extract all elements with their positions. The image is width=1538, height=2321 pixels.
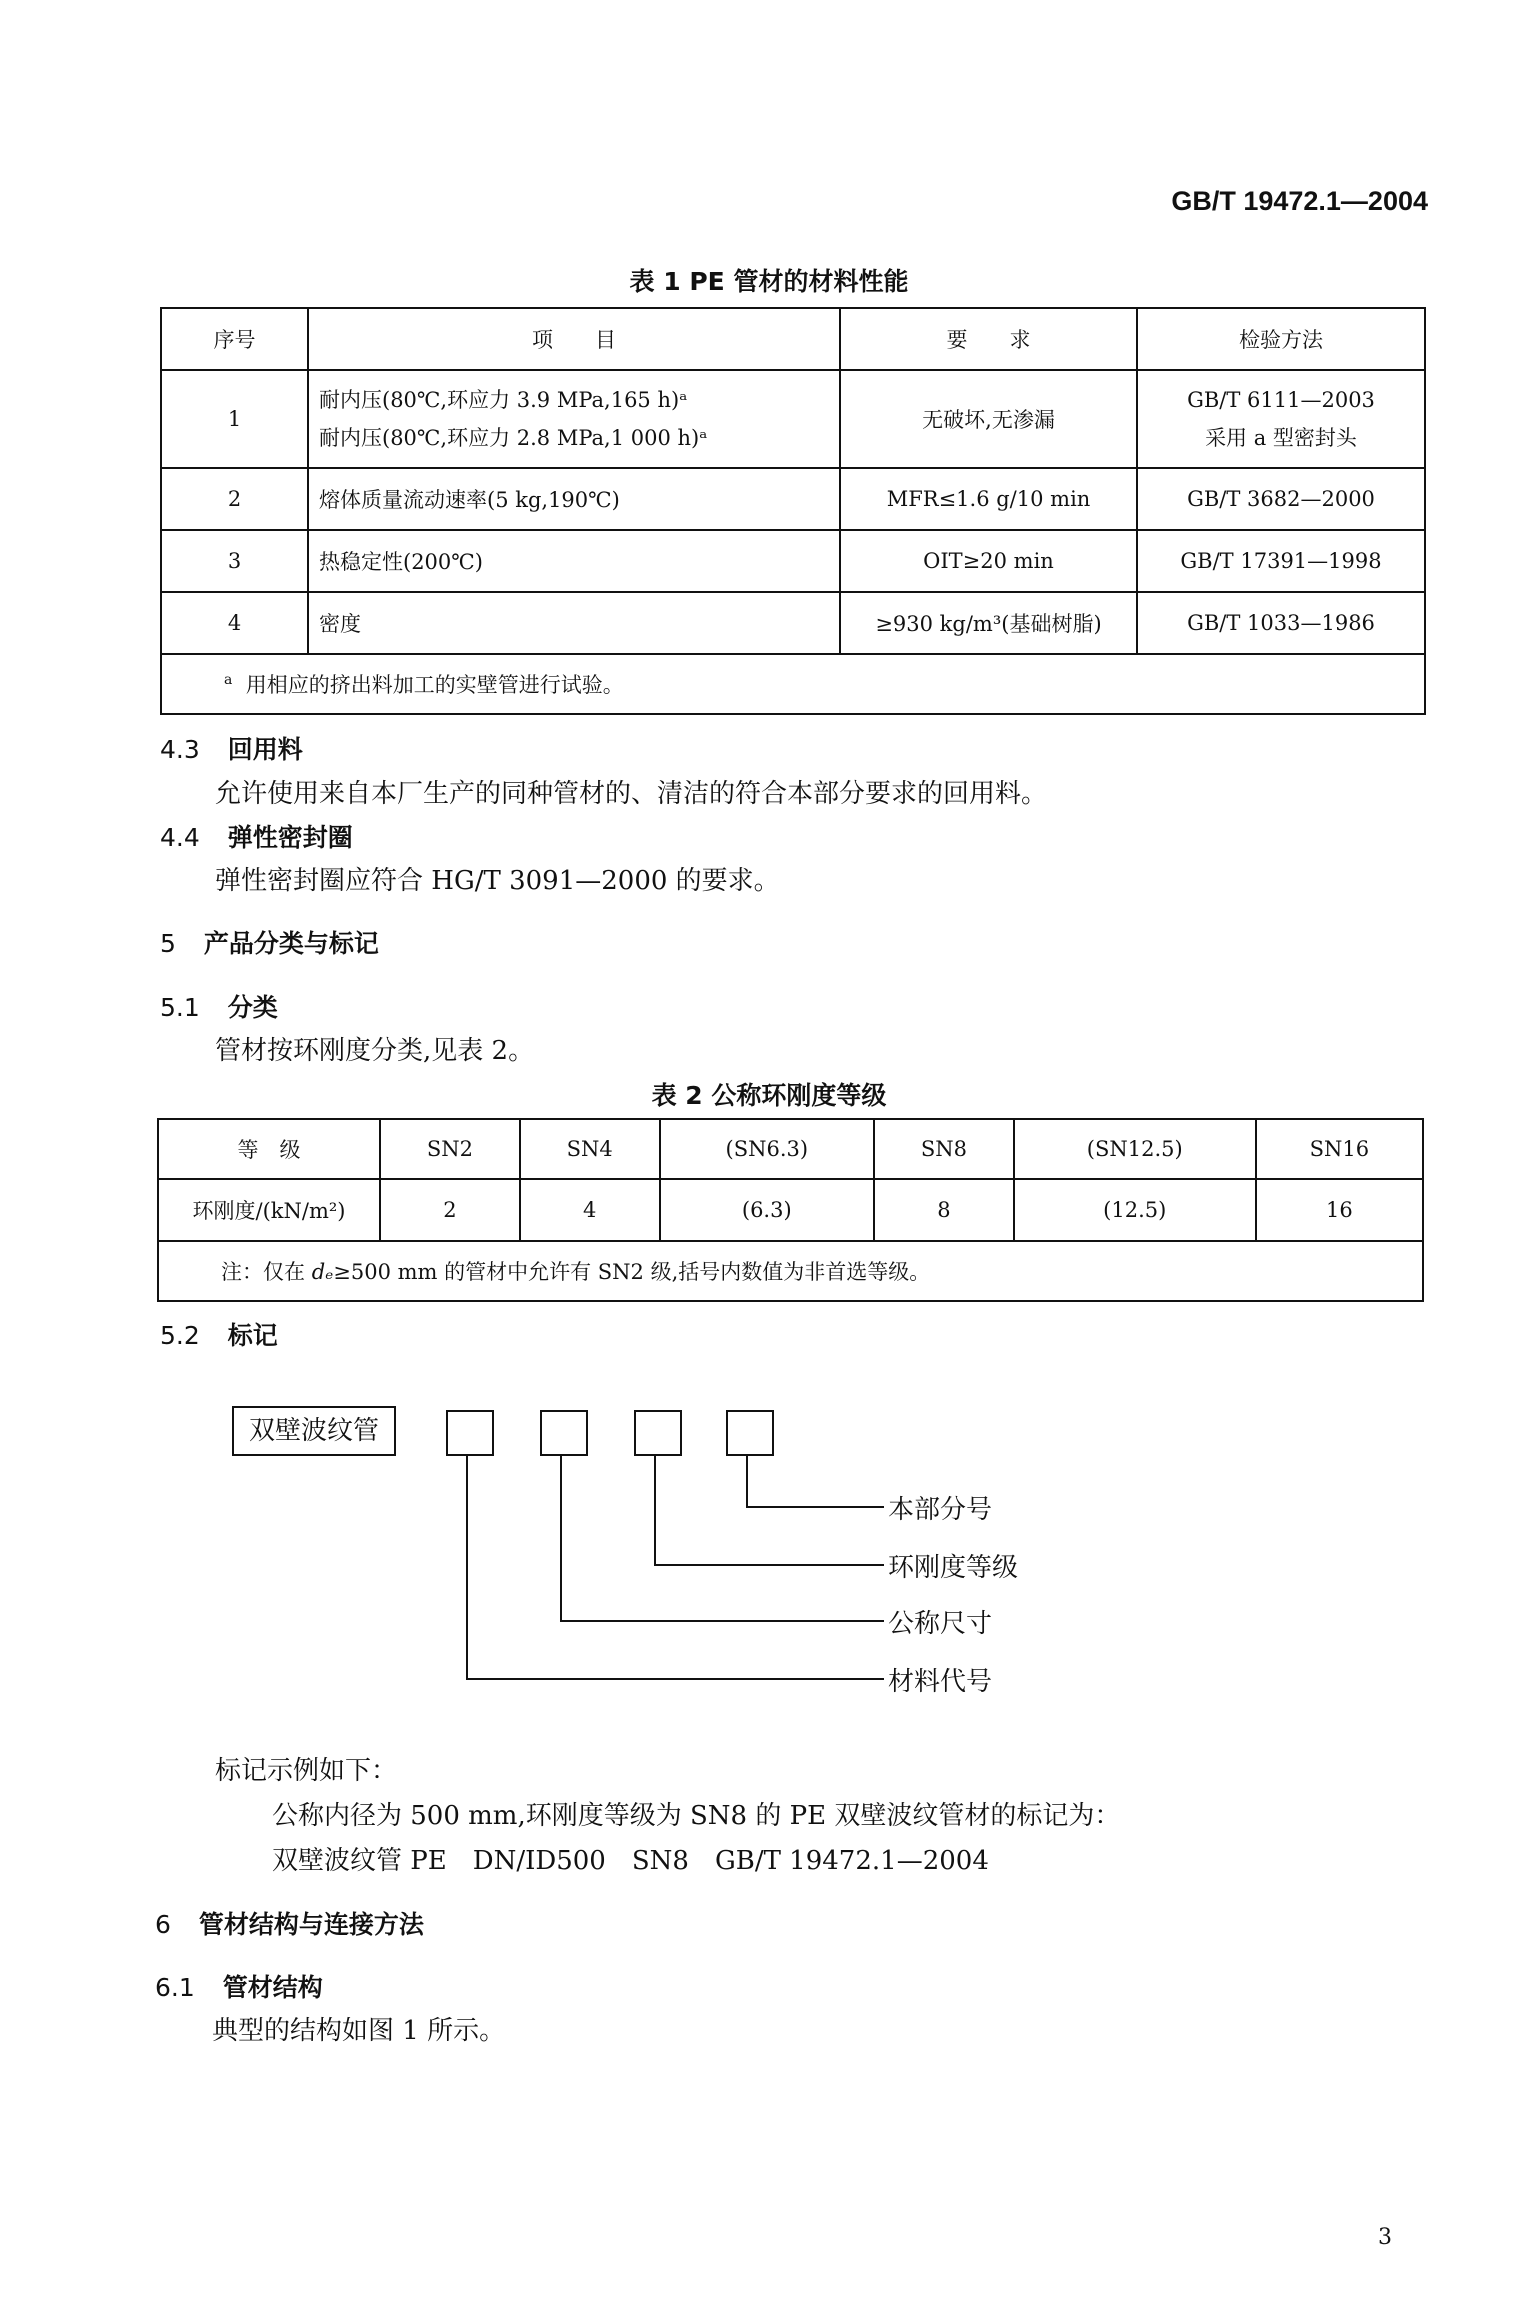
table1-cell-item: 熔体质量流动速率(5 kg,190℃) xyxy=(308,468,840,530)
table1-cell-no: 2 xyxy=(161,468,308,530)
table1-header-req: 要 求 xyxy=(840,308,1137,370)
table1-header-no: 序号 xyxy=(161,308,308,370)
marking-example-intro: 标记示例如下： xyxy=(215,1756,398,1786)
table2 xyxy=(157,1118,1424,1302)
marking-leader-line xyxy=(654,1456,656,1566)
table1-cell-item: 密度 xyxy=(308,592,840,654)
table1-cell-req: 无破坏,无渗漏 xyxy=(840,370,1137,468)
table2-cell: (12.5) xyxy=(1014,1179,1256,1241)
marking-leader-line xyxy=(560,1620,884,1622)
marking-leader-line xyxy=(466,1678,884,1680)
table1-cell-item xyxy=(308,370,840,468)
marking-leader-line xyxy=(560,1456,562,1622)
table2-note-variable: dₑ xyxy=(311,1260,334,1284)
section-5-2-heading xyxy=(160,1316,278,1352)
section-6-1-text: 典型的结构如图 1 所示。 xyxy=(212,2016,506,2046)
table1-cell-req: OIT≥20 min xyxy=(840,530,1137,592)
table2-note xyxy=(158,1241,1423,1301)
table2-cell: 4 xyxy=(520,1179,660,1241)
section-6-1-heading xyxy=(155,1968,323,2004)
section-title: 管材结构与连接方法 xyxy=(198,1910,424,1939)
table2-cell: SN8 xyxy=(874,1119,1014,1179)
table2-cell: 2 xyxy=(380,1179,520,1241)
section-number: 4.3 xyxy=(160,735,200,764)
marking-label-stiffness: 环刚度等级 xyxy=(888,1553,1019,1583)
table1-cell-method: GB/T 3682—2000 xyxy=(1137,468,1425,530)
table2-grade-row xyxy=(158,1119,1423,1179)
table2-cell-stiffness-label: 环刚度/(kN/m²) xyxy=(158,1179,380,1241)
table2-cell: (SN6.3) xyxy=(660,1119,875,1179)
table2-cell: SN4 xyxy=(520,1119,660,1179)
marking-label-nominal-size: 公称尺寸 xyxy=(888,1609,993,1639)
table1-header-item: 项 目 xyxy=(308,308,840,370)
section-4-4-heading xyxy=(160,818,353,854)
marking-leader-line xyxy=(746,1456,748,1508)
section-4-3-text: 允许使用来自本厂生产的同种管材的、清洁的符合本部分要求的回用料。 xyxy=(215,779,1048,809)
table2-cell: 16 xyxy=(1256,1179,1423,1241)
table2-cell: (6.3) xyxy=(660,1179,875,1241)
table1-footnote-text: 用相应的挤出料加工的实壁管进行试验。 xyxy=(245,673,624,697)
marking-product-box: 双壁波纹管 xyxy=(232,1406,396,1456)
section-6-heading xyxy=(155,1905,424,1941)
table1-header-method: 检验方法 xyxy=(1137,308,1425,370)
table1 xyxy=(160,307,1426,715)
table1-method-line: GB/T 6111—2003 xyxy=(1187,388,1375,412)
section-5-heading xyxy=(160,924,379,960)
table1-row xyxy=(161,530,1425,592)
table1-cell-req: MFR≤1.6 g/10 min xyxy=(840,468,1137,530)
table2-stiffness-row xyxy=(158,1179,1423,1241)
table1-footnote xyxy=(161,654,1425,714)
table2-title: 表 2 公称环刚度等级 xyxy=(651,1081,887,1110)
marking-label-part-number: 本部分号 xyxy=(888,1495,993,1525)
section-number: 5.2 xyxy=(160,1321,200,1350)
marking-label-material: 材料代号 xyxy=(888,1667,993,1697)
marking-example-line: 双壁波纹管 PE DN/ID500 SN8 GB/T 19472.1—2004 xyxy=(272,1846,989,1876)
section-number: 6 xyxy=(155,1910,171,1939)
table2-note-prefix: 注：仅在 xyxy=(221,1260,312,1284)
table1-method-line: 采用 a 型密封头 xyxy=(1205,426,1357,450)
table2-cell: 8 xyxy=(874,1179,1014,1241)
table1-cell-item: 热稳定性(200℃) xyxy=(308,530,840,592)
section-title: 分类 xyxy=(227,993,278,1022)
section-title: 弹性密封圈 xyxy=(227,823,353,852)
table1-cell-no: 1 xyxy=(161,370,308,468)
marking-slot-nominal-size xyxy=(540,1410,588,1456)
table1-header-row xyxy=(161,308,1425,370)
table1-row xyxy=(161,592,1425,654)
section-5-1-heading xyxy=(160,988,278,1024)
section-title: 回用料 xyxy=(227,735,303,764)
table1-title: 表 1 PE 管材的材料性能 xyxy=(629,267,909,296)
table2-note-suffix: ≥500 mm 的管材中允许有 SN2 级,括号内数值为非首选等级。 xyxy=(333,1260,931,1284)
table2-cell: SN16 xyxy=(1256,1119,1423,1179)
section-4-3-heading xyxy=(160,730,303,766)
table2-cell-grade-label: 等 级 xyxy=(158,1119,380,1179)
marking-slot-part-number xyxy=(726,1410,774,1456)
section-4-4-text: 弹性密封圈应符合 HG/T 3091—2000 的要求。 xyxy=(215,866,780,896)
table2-cell: (SN12.5) xyxy=(1014,1119,1256,1179)
marking-slot-material xyxy=(446,1410,494,1456)
table1-footnote-mark: a xyxy=(224,672,233,688)
page-number: 3 xyxy=(1378,2225,1392,2250)
table1-cell-no: 3 xyxy=(161,530,308,592)
table1-row xyxy=(161,468,1425,530)
section-number: 6.1 xyxy=(155,1973,195,2002)
section-5-1-text: 管材按环刚度分类,见表 2。 xyxy=(215,1036,535,1066)
section-title: 标记 xyxy=(227,1321,278,1350)
table2-cell: SN2 xyxy=(380,1119,520,1179)
section-number: 4.4 xyxy=(160,823,200,852)
marking-leader-line xyxy=(654,1564,884,1566)
section-title: 产品分类与标记 xyxy=(203,929,379,958)
marking-leader-line xyxy=(466,1456,468,1680)
section-number: 5 xyxy=(160,929,176,958)
standard-code: GB/T 19472.1—2004 xyxy=(1171,186,1428,216)
table1-footnote-row xyxy=(161,654,1425,714)
marking-example-line: 公称内径为 500 mm,环刚度等级为 SN8 的 PE 双壁波纹管材的标记为： xyxy=(272,1801,1121,1831)
table1-row xyxy=(161,370,1425,468)
table1-cell-method: GB/T 17391—1998 xyxy=(1137,530,1425,592)
table1-item-line: 耐内压(80℃,环应力 3.9 MPa,165 h)ᵃ xyxy=(319,388,688,412)
table2-note-row xyxy=(158,1241,1423,1301)
table1-cell-method: GB/T 1033—1986 xyxy=(1137,592,1425,654)
section-title: 管材结构 xyxy=(222,1973,323,2002)
marking-slot-stiffness xyxy=(634,1410,682,1456)
marking-leader-line xyxy=(746,1506,884,1508)
table1-cell-method xyxy=(1137,370,1425,468)
table1-cell-no: 4 xyxy=(161,592,308,654)
table1-item-line: 耐内压(80℃,环应力 2.8 MPa,1 000 h)ᵃ xyxy=(319,426,708,450)
table1-cell-req: ≥930 kg/m³(基础树脂) xyxy=(840,592,1137,654)
section-number: 5.1 xyxy=(160,993,200,1022)
